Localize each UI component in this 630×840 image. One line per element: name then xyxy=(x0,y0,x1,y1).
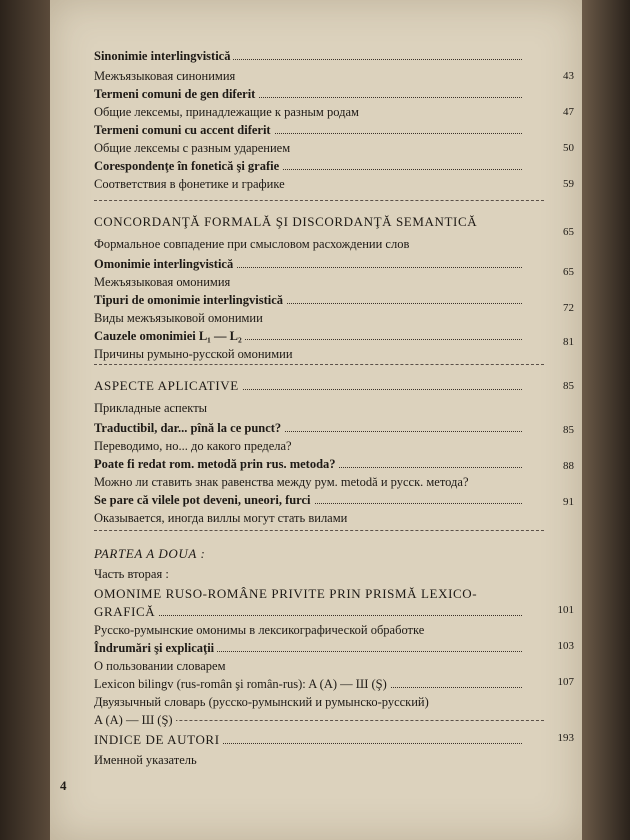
toc-entry-title: Можно ли ставить знак равенства между рум. metodă и русск. метода? xyxy=(94,475,472,489)
toc-entry-title: GRAFICĂ xyxy=(94,604,158,619)
toc-page-number: 91 xyxy=(563,496,574,508)
toc-entry xyxy=(94,658,522,674)
book-page xyxy=(50,0,582,840)
toc-entry xyxy=(94,492,522,508)
toc-entry xyxy=(94,694,522,710)
toc-entry xyxy=(94,274,522,290)
toc-entry xyxy=(94,456,522,472)
toc-entry-title: ASPECTE APLICATIVE xyxy=(94,378,242,393)
toc-entry-title: Termeni comuni de gen diferit xyxy=(94,87,258,101)
toc-entry xyxy=(94,676,522,692)
toc-entry-title: Виды межъязыковой омонимии xyxy=(94,311,266,325)
toc-entry xyxy=(94,566,522,582)
page-number: 4 xyxy=(60,778,67,793)
toc-page-number: 103 xyxy=(557,640,574,652)
toc-entry xyxy=(94,310,522,326)
toc-entry xyxy=(94,604,522,620)
toc-entry xyxy=(94,256,522,272)
toc-entry xyxy=(94,48,522,64)
section-divider xyxy=(94,530,544,531)
toc-entry-title: Lexicon bilingv (rus-român şi român-rus): A (A) — Ш (Ş) xyxy=(94,677,390,691)
toc-entry-title: Cauzele omonimiei L₁ — L₂ xyxy=(94,329,245,343)
toc-entry-title: Часть вторая : xyxy=(94,567,172,581)
toc-entry-title: Se pare că vilele pot deveni, uneori, furci xyxy=(94,493,314,507)
toc-entry-title: Corespondenţe în fonetică şi grafie xyxy=(94,159,282,173)
book-edge-shadow xyxy=(582,0,630,840)
toc-page-number: 72 xyxy=(563,302,574,314)
toc-entry-title: Соответствия в фонетике и графике xyxy=(94,177,288,191)
toc-entry xyxy=(94,586,522,602)
toc-entry-title: Оказывается, иногда виллы могут стать вилами xyxy=(94,511,350,525)
toc-entry xyxy=(94,86,522,102)
toc-entry xyxy=(94,752,522,768)
toc-entry-title: Îndrumări şi explicaţii xyxy=(94,641,217,655)
toc-entry xyxy=(94,546,522,562)
toc-entry xyxy=(94,510,522,526)
toc-entry-title: О пользовании словарем xyxy=(94,659,229,673)
toc-entry xyxy=(94,328,522,344)
section-divider xyxy=(94,200,544,201)
toc-page-number: 85 xyxy=(563,380,574,392)
toc-entry-title: INDICE DE AUTORI xyxy=(94,732,223,747)
toc-entry-title: Общие лексемы с разным ударением xyxy=(94,141,293,155)
toc-entry-title: Poate fi redat rom. metodă prin rus. metoda? xyxy=(94,457,339,471)
toc-entry-title: Двуязычный словарь (русско-румынский и румынско-русский) xyxy=(94,695,432,709)
toc-entry xyxy=(94,378,522,394)
toc-entry xyxy=(94,474,522,490)
dot-leader xyxy=(94,615,522,616)
toc-entry-title: Прикладные аспекты xyxy=(94,401,210,415)
toc-entry-title: Межъязыковая синонимия xyxy=(94,69,238,83)
toc-page-number: 65 xyxy=(563,226,574,238)
toc-entry xyxy=(94,214,522,230)
toc-page-number: 47 xyxy=(563,106,574,118)
toc-entry xyxy=(94,622,522,638)
toc-entry-title: Traductibil, dar... pînă la ce punct? xyxy=(94,421,284,435)
toc-page-number: 65 xyxy=(563,266,574,278)
toc-entry-title: Omonimie interlingvistică xyxy=(94,257,236,271)
toc-page-number: 85 xyxy=(563,424,574,436)
toc-entry xyxy=(94,420,522,436)
toc-entry-title: Русско-румынские омонимы в лексикографической обработке xyxy=(94,623,427,637)
toc-page-number: 50 xyxy=(563,142,574,154)
toc-entry-title: PARTEA A DOUA : xyxy=(94,546,208,561)
toc-page-number: 107 xyxy=(557,676,574,688)
toc-entry xyxy=(94,122,522,138)
toc-entry xyxy=(94,236,522,252)
section-divider xyxy=(94,364,544,365)
toc-entry xyxy=(94,712,522,728)
toc-entry xyxy=(94,68,522,84)
toc-entry xyxy=(94,176,522,192)
toc-entry xyxy=(94,140,522,156)
toc-entry-title: Общие лексемы, принадлежащие к разным родам xyxy=(94,105,362,119)
toc-page-number: 43 xyxy=(563,70,574,82)
toc-entry-title: OMONIME RUSO-ROMÂNE PRIVITE PRIN PRISMĂ LEXICO- xyxy=(94,586,480,601)
toc-entry-title: Межъязыковая омонимия xyxy=(94,275,233,289)
toc-entry-title: Именной указатель xyxy=(94,753,200,767)
toc-entry-title: Sinonimie interlingvistică xyxy=(94,49,233,63)
toc-entry xyxy=(94,640,522,656)
toc-entry-title: Tipuri de omonimie interlingvistică xyxy=(94,293,286,307)
toc-entry xyxy=(94,104,522,120)
toc-entry xyxy=(94,400,522,416)
toc-entry xyxy=(94,346,522,362)
toc-entry xyxy=(94,292,522,308)
toc-entry xyxy=(94,438,522,454)
toc-page-number: 193 xyxy=(557,732,574,744)
toc-page-number: 88 xyxy=(563,460,574,472)
toc-page-number: 59 xyxy=(563,178,574,190)
toc-entry xyxy=(94,732,522,748)
toc-entry-title: Termeni comuni cu accent diferit xyxy=(94,123,274,137)
toc-entry-title: CONCORDANŢĂ FORMALĂ ŞI DISCORDANŢĂ SEMANTICĂ xyxy=(94,214,480,229)
toc-entry-title: Формальное совпадение при смысловом расхождении слов xyxy=(94,237,412,251)
book-spine-shadow xyxy=(0,0,50,840)
toc-entry-title: Причины румыно-русской омонимии xyxy=(94,347,296,361)
toc-page-number: 81 xyxy=(563,336,574,348)
toc-entry xyxy=(94,158,522,174)
toc-entry-title: Переводимо, но... до какого предела? xyxy=(94,439,295,453)
toc-entry-title: A (A) — Ш (Ş) xyxy=(94,713,176,727)
toc-page-number: 101 xyxy=(557,604,574,616)
